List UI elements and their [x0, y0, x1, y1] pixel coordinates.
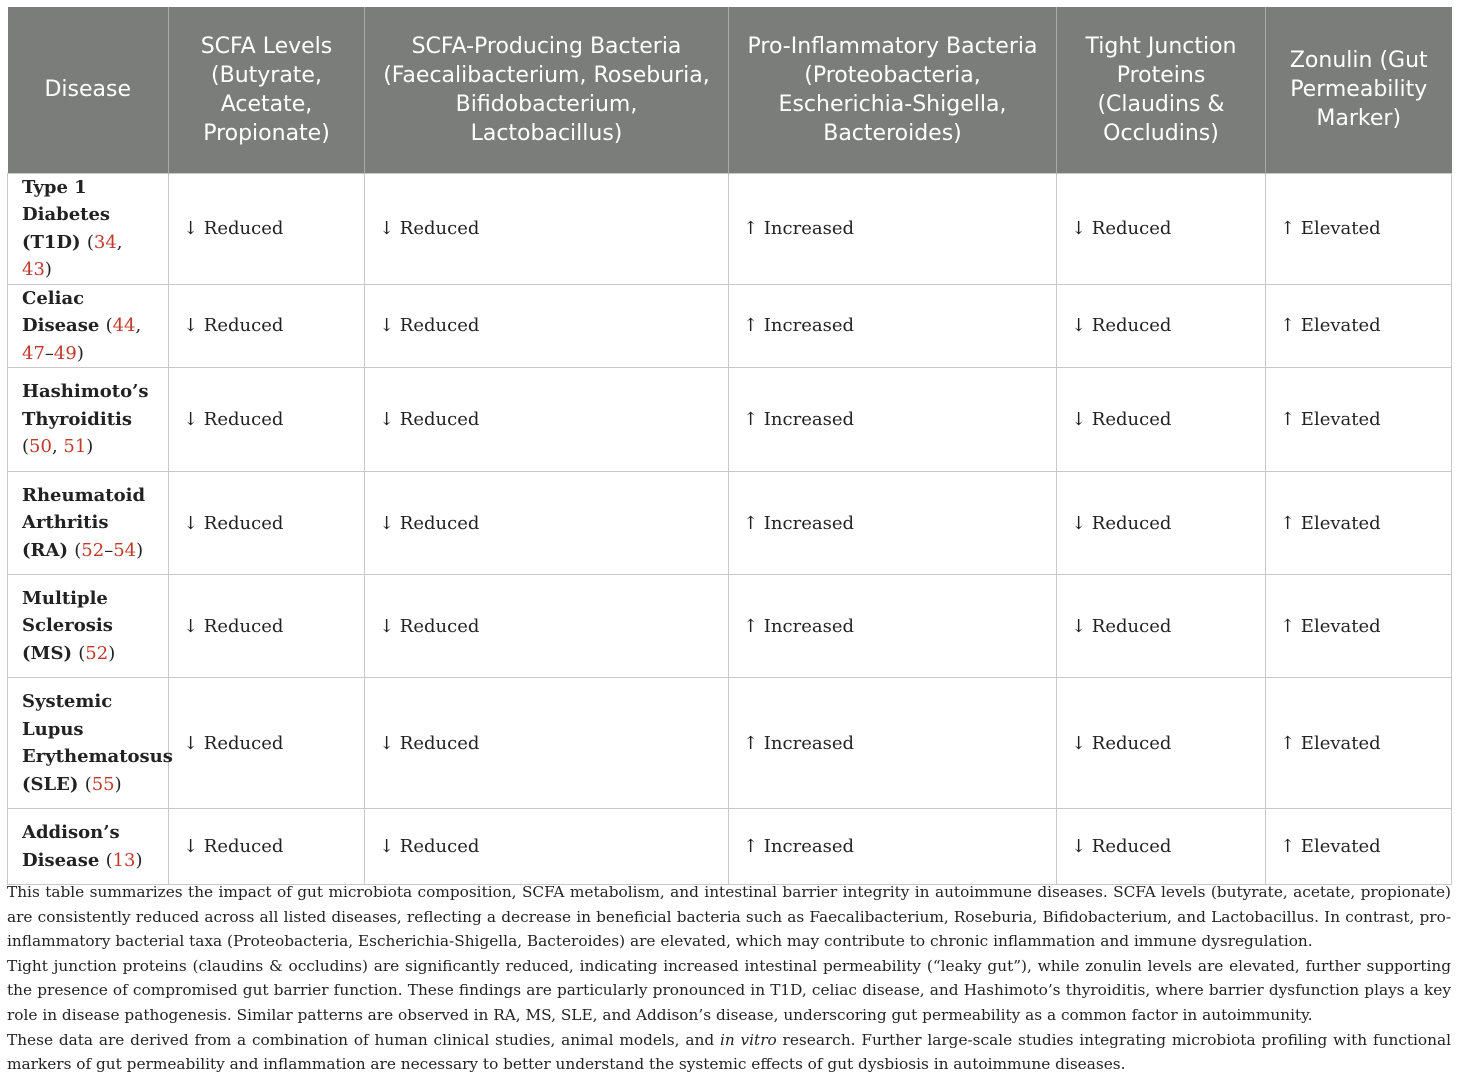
footnote-paragraph-1: This table summarizes the impact of gut microbiota composition, SCFA metabolism, and intestinal barrier integrity in autoimmune diseases. SCFA levels (butyrate, acetate, propionate) are consistently reduced across all listed diseases, reflecting a decrease in beneficial bacteria such as Faecalibacterium, Roseburia, Bifidobacterium, and Lactobacillus. In contrast, pro-inflammatory bacterial taxa (Proteobacteria, Escherichia-Shigella, Bacteroides) are elevated, which may contribute to chronic inflammation and immune dysregulation. — [7, 883, 1451, 951]
scfa-producing-bacteria-cell: ↓ Reduced — [365, 575, 729, 678]
reference-separator: – — [44, 342, 54, 364]
footnote-paragraph-2: Tight junction proteins (claudins & occludins) are significantly reduced, indicating increased intestinal permeability (“leaky gut”), while zonulin levels are elevated, further supporting the presence of compromised gut barrier function. These findings are particularly pronounced in T1D, celiac disease, and Hashimoto’s thyroiditis, where barrier dysfunction plays a key role in disease pathogenesis. Similar patterns are observed in RA, MS, SLE, and Addison’s disease, underscoring gut permeability as a common factor in autoimmunity. — [7, 956, 1451, 1024]
table-row — [8, 575, 1452, 678]
header-disease: Disease — [8, 7, 169, 173]
pro-inflammatory-bacteria-cell: ↑ Increased — [729, 678, 1057, 809]
header-scfa-levels: SCFA Levels (Butyrate, Acetate, Propionate) — [169, 7, 365, 173]
disease-cell — [8, 284, 169, 368]
reference-link[interactable]: 55 — [91, 773, 115, 795]
tight-junction-cell: ↓ Reduced — [1057, 678, 1266, 809]
reference-link[interactable]: 52 — [85, 642, 109, 664]
disease-cell — [8, 173, 169, 284]
tight-junction-cell: ↓ Reduced — [1057, 368, 1266, 472]
scfa-producing-bacteria-cell: ↓ Reduced — [365, 284, 729, 368]
header-tight-junction-proteins: Tight Junction Proteins (Claudins & Occludins) — [1057, 7, 1266, 173]
reference-separator: – — [104, 539, 114, 561]
zonulin-cell: ↑ Elevated — [1266, 173, 1452, 284]
table-row — [8, 173, 1452, 284]
footnote-italic-text: in vitro — [719, 1030, 777, 1049]
reference-link[interactable]: 52 — [81, 539, 105, 561]
table-body — [8, 173, 1452, 885]
disease-name: Addison’s Disease — [22, 822, 120, 871]
reference-separator: , — [135, 315, 142, 336]
scfa-producing-bacteria-cell: ↓ Reduced — [365, 472, 729, 575]
disease-cell — [8, 809, 169, 885]
reference-link[interactable]: 47 — [22, 342, 45, 364]
scfa-levels-cell: ↓ Reduced — [169, 173, 365, 284]
disease-name: Systemic Lupus Erythematosus (SLE) — [22, 691, 173, 795]
scfa-levels-cell: ↓ Reduced — [169, 284, 365, 368]
zonulin-cell: ↑ Elevated — [1266, 368, 1452, 472]
scfa-levels-cell: ↓ Reduced — [169, 368, 365, 472]
scfa-levels-cell: ↓ Reduced — [169, 809, 365, 885]
table-footnotes — [7, 880, 1451, 1077]
table-row — [8, 809, 1452, 885]
scfa-levels-cell: ↓ Reduced — [169, 472, 365, 575]
zonulin-cell: ↑ Elevated — [1266, 575, 1452, 678]
scfa-producing-bacteria-cell: ↓ Reduced — [365, 173, 729, 284]
footnote-text: These data are derived from a combination of human clinical studies, animal models, and — [7, 1030, 720, 1049]
scfa-levels-cell: ↓ Reduced — [169, 575, 365, 678]
disease-cell — [8, 678, 173, 809]
pro-inflammatory-bacteria-cell: ↑ Increased — [729, 173, 1057, 284]
table-container — [7, 7, 1451, 885]
table-row — [8, 472, 1452, 575]
reference-link[interactable]: 49 — [53, 342, 77, 364]
citation: (50, 51) — [22, 436, 94, 458]
disease-cell — [8, 575, 169, 678]
citation: (44, 47–49) — [22, 315, 142, 364]
reference-link[interactable]: 44 — [112, 315, 136, 336]
pro-inflammatory-bacteria-cell: ↑ Increased — [729, 284, 1057, 368]
tight-junction-cell: ↓ Reduced — [1057, 809, 1266, 885]
citation: (52–54) — [74, 539, 144, 561]
scfa-producing-bacteria-cell: ↓ Reduced — [365, 678, 729, 809]
table-row — [8, 678, 1452, 809]
autoimmune-gut-table — [7, 7, 1452, 885]
tight-junction-cell: ↓ Reduced — [1057, 472, 1266, 575]
reference-separator: , — [116, 231, 123, 253]
footnote-text: research. Further large-scale studies integrating microbiota profiling with functional markers of gut permeability and inflammation are necessary to better understand the systemic effects of gut dysbiosis in autoimmune diseases. — [7, 1030, 1452, 1074]
pro-inflammatory-bacteria-cell: ↑ Increased — [729, 809, 1057, 885]
footnote-paragraph-3 — [7, 1028, 1451, 1077]
scfa-producing-bacteria-cell: ↓ Reduced — [365, 809, 729, 885]
pro-inflammatory-bacteria-cell: ↑ Increased — [729, 575, 1057, 678]
pro-inflammatory-bacteria-cell: ↑ Increased — [729, 368, 1057, 472]
header-scfa-producing-bacteria: SCFA-Producing Bacteria (Faecalibacterium, Roseburia, Bifidobacterium, Lactobacillus) — [365, 7, 729, 173]
citation: (52) — [78, 642, 116, 664]
citation: (34, 43) — [22, 231, 123, 280]
reference-link[interactable]: 51 — [63, 436, 87, 458]
reference-link[interactable]: 54 — [113, 539, 137, 561]
reference-link[interactable]: 43 — [22, 259, 45, 280]
reference-link[interactable]: 13 — [112, 849, 136, 871]
tight-junction-cell: ↓ Reduced — [1057, 284, 1266, 368]
scfa-producing-bacteria-cell: ↓ Reduced — [365, 368, 729, 472]
zonulin-cell: ↑ Elevated — [1266, 678, 1452, 809]
scfa-levels-cell: ↓ Reduced — [169, 678, 365, 809]
disease-name: Multiple Sclerosis (MS) — [22, 587, 113, 664]
table-row — [8, 284, 1452, 368]
tight-junction-cell: ↓ Reduced — [1057, 575, 1266, 678]
header-pro-inflammatory-bacteria: Pro-Inflammatory Bacteria (Proteobacteria, Escherichia-Shigella, Bacteroides) — [729, 7, 1057, 173]
citation: (13) — [105, 849, 143, 871]
zonulin-cell: ↑ Elevated — [1266, 284, 1452, 368]
reference-link[interactable]: 34 — [93, 231, 117, 253]
header-zonulin: Zonulin (Gut Permeability Marker) — [1266, 7, 1452, 173]
reference-separator: , — [51, 436, 64, 458]
citation: (55) — [84, 773, 122, 795]
disease-name: Hashimoto’s Thyroiditis — [22, 381, 149, 430]
reference-link[interactable]: 50 — [29, 436, 52, 458]
tight-junction-cell: ↓ Reduced — [1057, 173, 1266, 284]
disease-name: Type 1 Diabetes (T1D) — [22, 176, 111, 253]
disease-name: Rheumatoid Arthritis (RA) — [22, 484, 146, 561]
table-row — [8, 368, 1452, 472]
disease-cell — [8, 368, 169, 472]
disease-name: Celiac Disease — [22, 287, 100, 336]
table-header — [8, 7, 1452, 173]
zonulin-cell: ↑ Elevated — [1266, 472, 1452, 575]
pro-inflammatory-bacteria-cell: ↑ Increased — [729, 472, 1057, 575]
zonulin-cell: ↑ Elevated — [1266, 809, 1452, 885]
disease-cell — [8, 472, 169, 575]
